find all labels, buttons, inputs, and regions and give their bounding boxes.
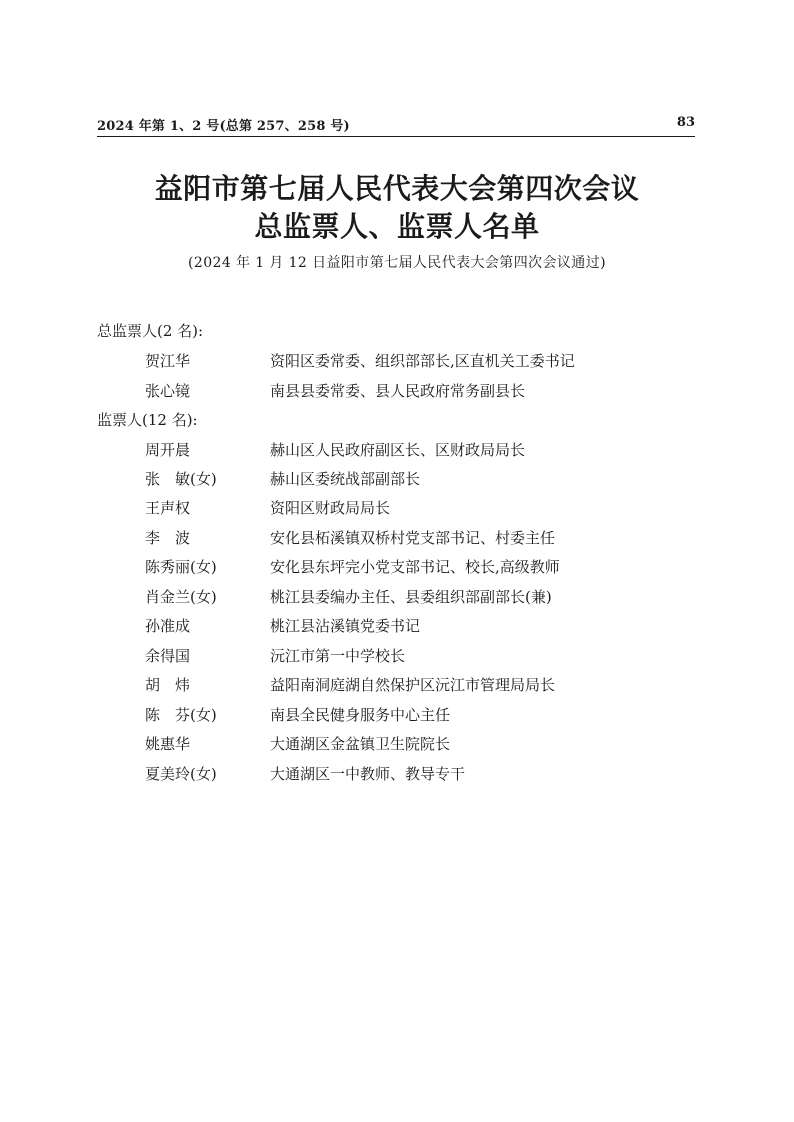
member-position: 沅江市第一中学校长 — [270, 647, 406, 665]
member-name: 周开晨 — [145, 441, 191, 459]
supervisor-row — [0, 674, 794, 704]
member-name: 陈 芬(女) — [145, 706, 217, 724]
member-position: 南县全民健身服务中心主任 — [270, 706, 451, 724]
supervisor-row — [0, 645, 794, 675]
member-position: 安化县柘溪镇双桥村党支部书记、村委主任 — [270, 529, 556, 547]
member-name: 夏美玲(女) — [145, 765, 217, 783]
supervisor-row — [0, 733, 794, 763]
member-name: 余得国 — [145, 647, 191, 665]
chief-supervisor-row — [0, 350, 794, 380]
member-position: 资阳区财政局局长 — [270, 499, 391, 517]
supervisor-row — [0, 763, 794, 793]
page-header — [97, 114, 695, 137]
member-position: 南县县委常委、县人民政府常务副县长 — [270, 382, 526, 400]
member-name: 胡 炜 — [145, 676, 191, 694]
issue-label: 2024 年第 1、2 号(总第 257、258 号) — [97, 119, 350, 134]
member-position: 桃江县沾溪镇党委书记 — [270, 617, 421, 635]
supervisor-row — [0, 497, 794, 527]
document-title-line1: 益阳市第七届人民代表大会第四次会议 — [154, 172, 640, 205]
member-name: 张 敏(女) — [145, 470, 217, 488]
member-position: 安化县东坪完小党支部书记、校长,高级教师 — [270, 558, 560, 576]
supervisor-row — [0, 439, 794, 469]
member-name: 贺江华 — [145, 352, 191, 370]
supervisors-heading: 监票人(12 名): — [97, 411, 198, 429]
document-title-line2: 总监票人、监票人名单 — [254, 210, 540, 243]
member-name: 孙准成 — [145, 617, 191, 635]
member-position: 赫山区人民政府副区长、区财政局局长 — [270, 441, 526, 459]
member-position: 桃江县委编办主任、县委组织部副部长(兼) — [270, 588, 552, 606]
chief-supervisors-heading: 总监票人(2 名): — [97, 322, 204, 340]
supervisor-row — [0, 556, 794, 586]
page-number: 83 — [676, 115, 695, 130]
supervisor-row — [0, 468, 794, 498]
member-name: 肖金兰(女) — [145, 588, 217, 606]
member-position: 大通湖区一中教师、教导专干 — [270, 765, 466, 783]
member-position: 益阳南洞庭湖自然保护区沅江市管理局局长 — [270, 676, 556, 694]
member-name: 陈秀丽(女) — [145, 558, 217, 576]
chief-supervisor-row — [0, 380, 794, 410]
member-name: 张心镜 — [145, 382, 191, 400]
member-name: 李 波 — [145, 529, 191, 547]
member-position: 赫山区委统战部副部长 — [270, 470, 421, 488]
member-name: 姚惠华 — [145, 735, 191, 753]
member-position: 大通湖区金盆镇卫生院院长 — [270, 735, 451, 753]
supervisor-row — [0, 586, 794, 616]
supervisor-row — [0, 704, 794, 734]
supervisor-row — [0, 527, 794, 557]
supervisor-row — [0, 615, 794, 645]
member-position: 资阳区委常委、组织部部长,区直机关工委书记 — [270, 352, 575, 370]
adoption-note: (2024 年 1 月 12 日益阳市第七届人民代表大会第四次会议通过) — [188, 255, 606, 271]
member-name: 王声权 — [145, 499, 191, 517]
